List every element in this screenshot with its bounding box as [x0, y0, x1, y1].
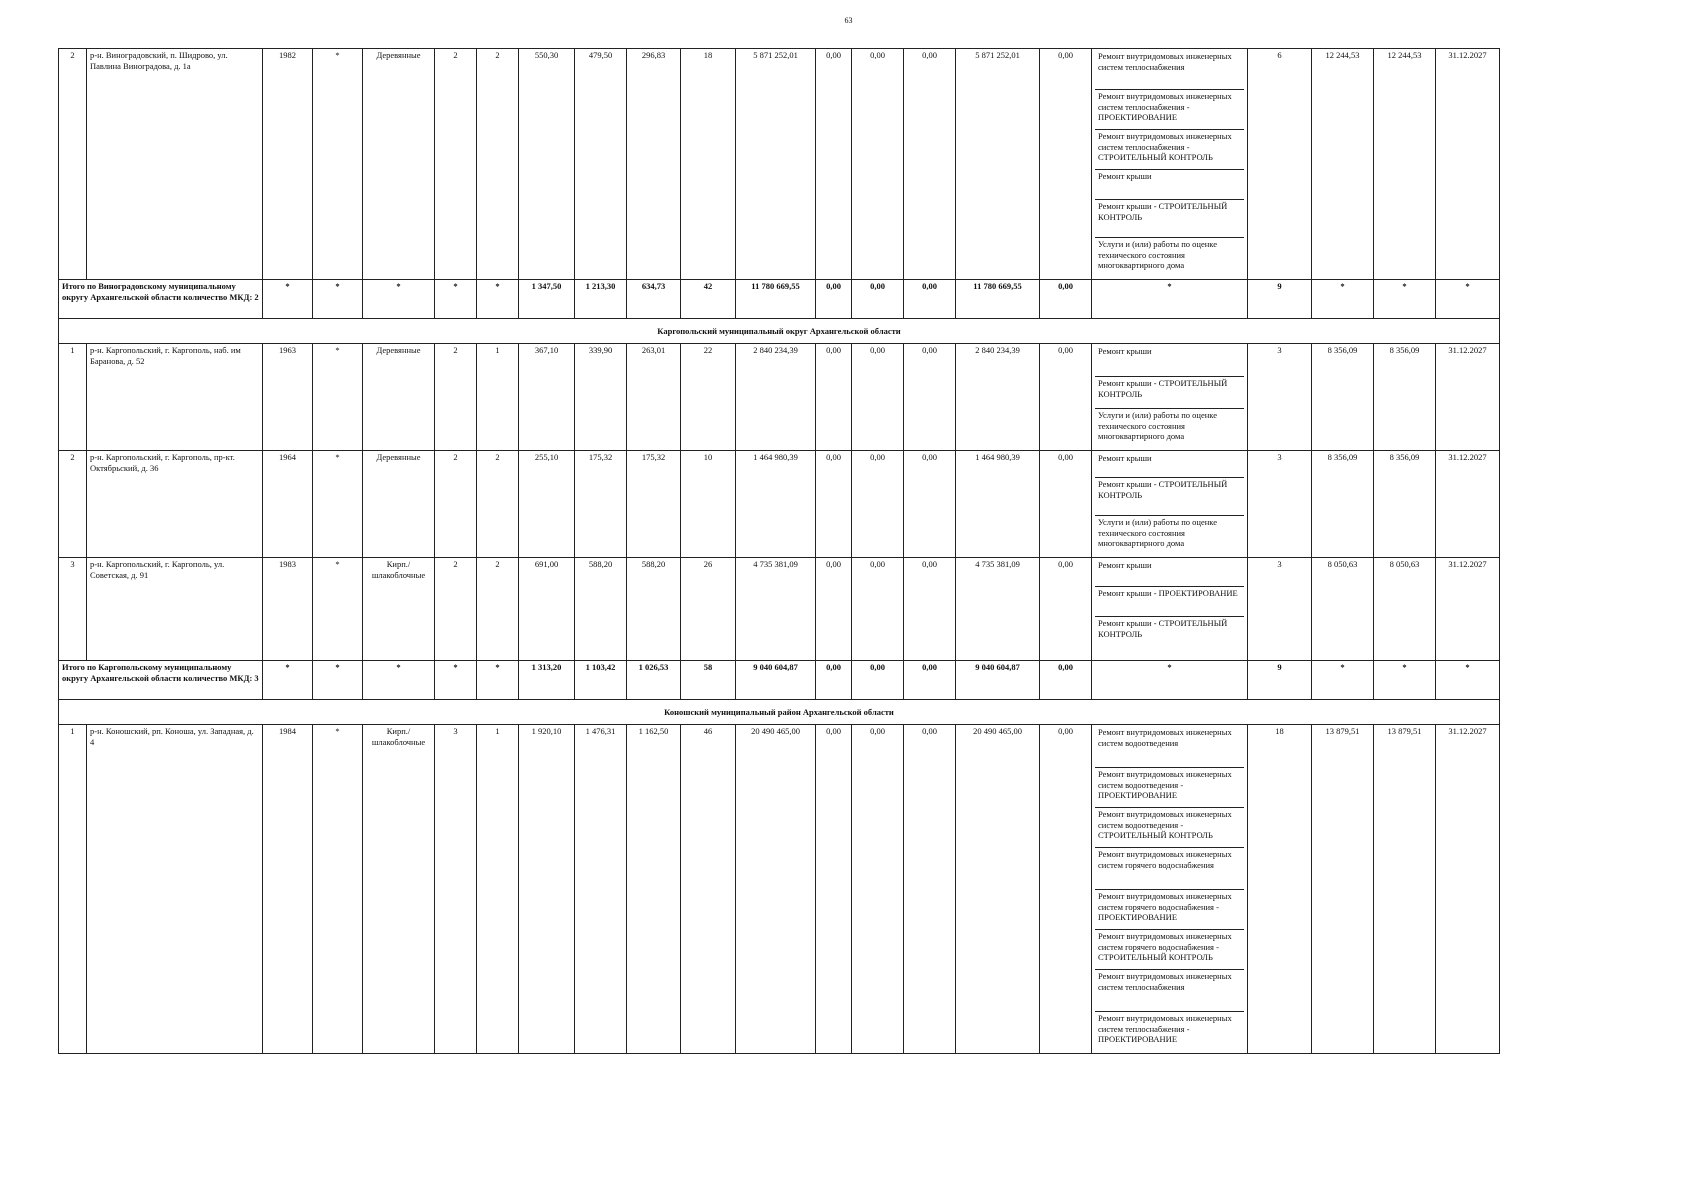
- cell-f5: 0,00: [1040, 344, 1092, 451]
- cell-area-2: 588,20: [627, 558, 681, 661]
- cell-floors: 2: [435, 344, 477, 451]
- cell-area-1: 1 103,42: [575, 661, 627, 700]
- cell-f1: 0,00: [816, 344, 852, 451]
- cell-f5: 0,00: [1040, 49, 1092, 280]
- cell-col3: *: [313, 661, 363, 700]
- cell-material: Деревянные: [363, 49, 435, 280]
- cell-cost-m2: 8 356,09: [1312, 344, 1374, 451]
- cell-area-total: 1 920,10: [519, 725, 575, 1054]
- cell-year: 1982: [263, 49, 313, 280]
- cell-entrances: 2: [477, 49, 519, 280]
- cell-residents: 26: [681, 558, 736, 661]
- cell-num: 1: [59, 725, 87, 1054]
- cell-num: 1: [59, 344, 87, 451]
- cell-deadline: 31.12.2027: [1436, 49, 1500, 280]
- work-item: Ремонт внутридомовых инженерных систем теплоснабжения: [1095, 50, 1244, 90]
- cell-area-1: 175,32: [575, 451, 627, 558]
- cell-area-1: 479,50: [575, 49, 627, 280]
- cell-f3: 0,00: [904, 344, 956, 451]
- cell-work-list: [1092, 451, 1248, 558]
- cell-cost-total: 20 490 465,00: [736, 725, 816, 1054]
- work-item: Ремонт внутридомовых инженерных систем водоотведения - ПРОЕКТИРОВАНИЕ: [1095, 768, 1244, 808]
- cell-col3: *: [313, 725, 363, 1054]
- section-header-row: [59, 700, 1500, 725]
- cell-f4: 2 840 234,39: [956, 344, 1040, 451]
- work-item: Ремонт внутридомовых инженерных систем теплоснабжения - СТРОИТЕЛЬНЫЙ КОНТРОЛЬ: [1095, 130, 1244, 170]
- cell-cost-m2-max: 8 356,09: [1374, 344, 1436, 451]
- cell-f1: 0,00: [816, 280, 852, 319]
- page-number: 63: [844, 16, 853, 25]
- cell-material: *: [363, 280, 435, 319]
- cell-f3: 0,00: [904, 451, 956, 558]
- cell-residents: 18: [681, 49, 736, 280]
- cell-cost-total: 2 840 234,39: [736, 344, 816, 451]
- cell-f5: 0,00: [1040, 280, 1092, 319]
- cell-year: 1984: [263, 725, 313, 1054]
- cell-f1: 0,00: [816, 725, 852, 1054]
- cell-cost-m2-max: *: [1374, 661, 1436, 700]
- cell-entrances: *: [477, 280, 519, 319]
- cell-floors: *: [435, 661, 477, 700]
- cell-f2: 0,00: [852, 558, 904, 661]
- cell-area-2: 634,73: [627, 280, 681, 319]
- cell-f2: 0,00: [852, 49, 904, 280]
- cell-residents: 10: [681, 451, 736, 558]
- cell-floors: *: [435, 280, 477, 319]
- cell-col3: *: [313, 558, 363, 661]
- cell-cost-total: 1 464 980,39: [736, 451, 816, 558]
- cell-cost-m2: 8 050,63: [1312, 558, 1374, 661]
- work-item: Услуги и (или) работы по оценке технического состояния многоквартирного дома: [1098, 517, 1217, 549]
- cell-floors: 2: [435, 451, 477, 558]
- cell-area-1: 1 476,31: [575, 725, 627, 1054]
- work-item: Ремонт внутридомовых инженерных систем горячего водоснабжения - ПРОЕКТИРОВАНИЕ: [1095, 890, 1244, 930]
- table-row: [59, 725, 1500, 1054]
- work-item: Ремонт крыши: [1095, 452, 1244, 478]
- cell-count: 18: [1248, 725, 1312, 1054]
- capital-repair-register-table: [58, 48, 1500, 1054]
- cell-address: р-н. Виноградовский, п. Шидрово, ул. Павлина Виноградова, д. 1а: [87, 49, 263, 280]
- cell-year: 1983: [263, 558, 313, 661]
- cell-cost-m2: 8 356,09: [1312, 451, 1374, 558]
- work-item: Ремонт крыши - СТРОИТЕЛЬНЫЙ КОНТРОЛЬ: [1098, 618, 1228, 639]
- cell-area-total: 367,10: [519, 344, 575, 451]
- cell-f3: 0,00: [904, 280, 956, 319]
- cell-cost-m2: 12 244,53: [1312, 49, 1374, 280]
- cell-entrances: 1: [477, 725, 519, 1054]
- table-row: [59, 558, 1500, 661]
- cell-material: Кирп./ шлакоблочные: [363, 558, 435, 661]
- cell-area-2: 1 026,53: [627, 661, 681, 700]
- cell-col3: *: [313, 280, 363, 319]
- cell-deadline: 31.12.2027: [1436, 725, 1500, 1054]
- work-item: Ремонт внутридомовых инженерных систем теплоснабжения - ПРОЕКТИРОВАНИЕ: [1098, 1013, 1232, 1045]
- cell-deadline: 31.12.2027: [1436, 558, 1500, 661]
- cell-area-total: 1 313,20: [519, 661, 575, 700]
- cell-address: р-н. Каргопольский, г. Каргополь, наб. им Баранова, д. 52: [87, 344, 263, 451]
- cell-cost-m2-max: 12 244,53: [1374, 49, 1436, 280]
- cell-f5: 0,00: [1040, 558, 1092, 661]
- cell-deadline: *: [1436, 661, 1500, 700]
- cell-area-2: 263,01: [627, 344, 681, 451]
- cell-f1: 0,00: [816, 451, 852, 558]
- cell-floors: 2: [435, 49, 477, 280]
- cell-f3: 0,00: [904, 725, 956, 1054]
- cell-f1: 0,00: [816, 661, 852, 700]
- cell-f2: 0,00: [852, 661, 904, 700]
- cell-residents: 46: [681, 725, 736, 1054]
- cell-work-list: [1092, 344, 1248, 451]
- section-title: Каргопольский муниципальный округ Архангельской области: [59, 319, 1500, 344]
- cell-count: 3: [1248, 451, 1312, 558]
- cell-area-total: 691,00: [519, 558, 575, 661]
- cell-f4: 11 780 669,55: [956, 280, 1040, 319]
- cell-deadline: 31.12.2027: [1436, 344, 1500, 451]
- cell-f2: 0,00: [852, 725, 904, 1054]
- table-body: [59, 49, 1500, 1054]
- cell-floors: 2: [435, 558, 477, 661]
- cell-area-total: 255,10: [519, 451, 575, 558]
- cell-material: Кирп./ шлакоблочные: [363, 725, 435, 1054]
- cell-material: Деревянные: [363, 344, 435, 451]
- cell-deadline: *: [1436, 280, 1500, 319]
- work-item: Ремонт внутридомовых инженерных систем теплоснабжения - ПРОЕКТИРОВАНИЕ: [1095, 90, 1244, 130]
- cell-num: 3: [59, 558, 87, 661]
- cell-address: р-н. Каргопольский, г. Каргополь, пр-кт. Октябрьский, д. 36: [87, 451, 263, 558]
- work-item: Ремонт крыши: [1095, 559, 1244, 587]
- cell-residents: 58: [681, 661, 736, 700]
- cell-num: 2: [59, 451, 87, 558]
- cell-work-list: [1092, 725, 1248, 1054]
- cell-cost-m2-max: 8 050,63: [1374, 558, 1436, 661]
- work-item: Ремонт крыши: [1095, 170, 1244, 200]
- cell-entrances: *: [477, 661, 519, 700]
- cell-cost-m2-max: *: [1374, 280, 1436, 319]
- cell-f2: 0,00: [852, 344, 904, 451]
- cell-f4: 1 464 980,39: [956, 451, 1040, 558]
- work-item: Услуги и (или) работы по оценке технического состояния многоквартирного дома: [1098, 410, 1217, 442]
- cell-area-2: 296,83: [627, 49, 681, 280]
- cell-cost-total: 9 040 604,87: [736, 661, 816, 700]
- cell-work-list: [1092, 558, 1248, 661]
- table-row: [59, 451, 1500, 558]
- cell-work-type: *: [1092, 661, 1248, 700]
- cell-area-total: 1 347,50: [519, 280, 575, 319]
- total-label: Итого по Виноградовскому муниципальному округу Архангельской области количество МКД: 2: [59, 280, 263, 319]
- cell-year: *: [263, 280, 313, 319]
- cell-residents: 42: [681, 280, 736, 319]
- work-item: Ремонт внутридомовых инженерных систем теплоснабжения: [1095, 970, 1244, 1012]
- cell-f5: 0,00: [1040, 725, 1092, 1054]
- cell-f3: 0,00: [904, 661, 956, 700]
- cell-f1: 0,00: [816, 558, 852, 661]
- cell-address: р-н. Коношский, рп. Коноша, ул. Западная, д. 4: [87, 725, 263, 1054]
- cell-cost-total: 5 871 252,01: [736, 49, 816, 280]
- cell-cost-m2: 13 879,51: [1312, 725, 1374, 1054]
- cell-cost-m2: *: [1312, 280, 1374, 319]
- work-item: Ремонт крыши - СТРОИТЕЛЬНЫЙ КОНТРОЛЬ: [1095, 478, 1244, 516]
- work-item: Ремонт крыши - ПРОЕКТИРОВАНИЕ: [1095, 587, 1244, 617]
- cell-f4: 5 871 252,01: [956, 49, 1040, 280]
- cell-area-2: 175,32: [627, 451, 681, 558]
- cell-f3: 0,00: [904, 49, 956, 280]
- cell-work-list: [1092, 49, 1248, 280]
- cell-count: 6: [1248, 49, 1312, 280]
- cell-f5: 0,00: [1040, 661, 1092, 700]
- total-label: Итого по Каргопольскому муниципальному округу Архангельской области количество МКД: 3: [59, 661, 263, 700]
- work-item: Ремонт крыши - СТРОИТЕЛЬНЫЙ КОНТРОЛЬ: [1095, 377, 1244, 409]
- cell-residents: 22: [681, 344, 736, 451]
- cell-f1: 0,00: [816, 49, 852, 280]
- cell-deadline: 31.12.2027: [1436, 451, 1500, 558]
- work-item: Услуги и (или) работы по оценке технического состояния многоквартирного дома: [1098, 239, 1217, 271]
- cell-f4: 20 490 465,00: [956, 725, 1040, 1054]
- cell-f2: 0,00: [852, 451, 904, 558]
- cell-area-1: 339,90: [575, 344, 627, 451]
- cell-area-2: 1 162,50: [627, 725, 681, 1054]
- cell-count: 9: [1248, 280, 1312, 319]
- cell-col3: *: [313, 49, 363, 280]
- cell-year: *: [263, 661, 313, 700]
- cell-address: р-н. Каргопольский, г. Каргополь, ул. Советская, д. 91: [87, 558, 263, 661]
- cell-year: 1963: [263, 344, 313, 451]
- cell-entrances: 2: [477, 451, 519, 558]
- total-row: [59, 661, 1500, 700]
- cell-num: 2: [59, 49, 87, 280]
- total-row: [59, 280, 1500, 319]
- cell-f4: 9 040 604,87: [956, 661, 1040, 700]
- cell-count: 3: [1248, 558, 1312, 661]
- section-header-row: [59, 319, 1500, 344]
- cell-year: 1964: [263, 451, 313, 558]
- cell-work-type: *: [1092, 280, 1248, 319]
- cell-count: 9: [1248, 661, 1312, 700]
- cell-f3: 0,00: [904, 558, 956, 661]
- cell-cost-m2: *: [1312, 661, 1374, 700]
- section-title: Коношский муниципальный район Архангельской области: [59, 700, 1500, 725]
- cell-cost-total: 11 780 669,55: [736, 280, 816, 319]
- work-item: Ремонт крыши: [1095, 345, 1244, 377]
- cell-cost-m2-max: 8 356,09: [1374, 451, 1436, 558]
- cell-f4: 4 735 381,09: [956, 558, 1040, 661]
- work-item: Ремонт внутридомовых инженерных систем горячего водоснабжения: [1095, 848, 1244, 890]
- work-item: Ремонт внутридомовых инженерных систем горячего водоснабжения - СТРОИТЕЛЬНЫЙ КОНТРОЛЬ: [1095, 930, 1244, 970]
- cell-col3: *: [313, 451, 363, 558]
- cell-area-total: 550,30: [519, 49, 575, 280]
- table-row: [59, 344, 1500, 451]
- cell-cost-total: 4 735 381,09: [736, 558, 816, 661]
- work-item: Ремонт внутридомовых инженерных систем водоотведения - СТРОИТЕЛЬНЫЙ КОНТРОЛЬ: [1095, 808, 1244, 848]
- cell-entrances: 2: [477, 558, 519, 661]
- cell-entrances: 1: [477, 344, 519, 451]
- cell-floors: 3: [435, 725, 477, 1054]
- cell-area-1: 588,20: [575, 558, 627, 661]
- work-item: Ремонт внутридомовых инженерных систем водоотведения: [1095, 726, 1244, 768]
- cell-material: Деревянные: [363, 451, 435, 558]
- cell-material: *: [363, 661, 435, 700]
- cell-cost-m2-max: 13 879,51: [1374, 725, 1436, 1054]
- cell-f5: 0,00: [1040, 451, 1092, 558]
- work-item: Ремонт крыши - СТРОИТЕЛЬНЫЙ КОНТРОЛЬ: [1095, 200, 1244, 238]
- cell-col3: *: [313, 344, 363, 451]
- table-row: [59, 49, 1500, 280]
- cell-count: 3: [1248, 344, 1312, 451]
- cell-area-1: 1 213,30: [575, 280, 627, 319]
- cell-f2: 0,00: [852, 280, 904, 319]
